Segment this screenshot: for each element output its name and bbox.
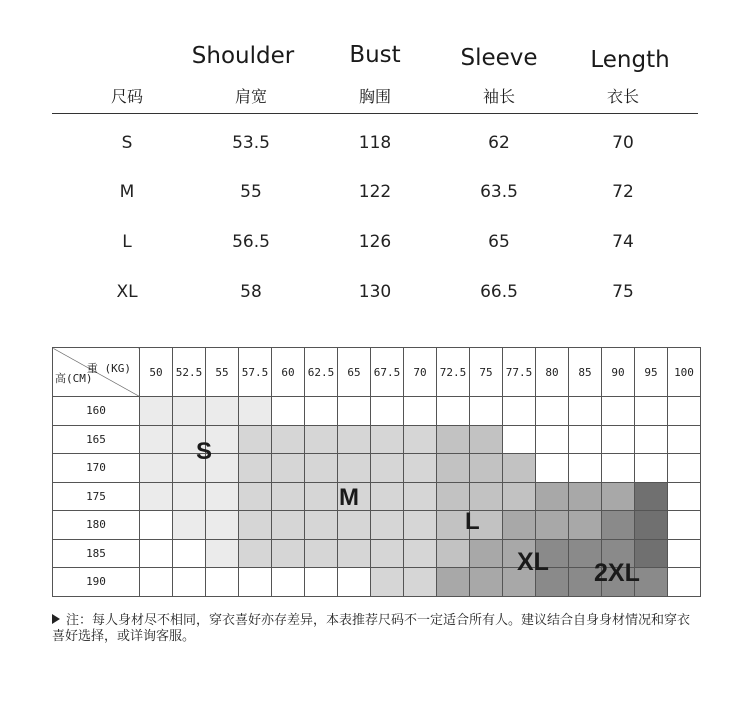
chart-cell — [140, 482, 173, 511]
sleeve-cell: 65 — [488, 232, 510, 252]
header-bust-en: Bust — [349, 42, 401, 68]
chart-cell — [404, 397, 437, 426]
note-text: 注：每人身材尽不相同，穿衣喜好亦存差异，本表推荐尺码不一定适合所有人。建议结合自身身材情况和穿衣喜好选择，或详询客服。 — [52, 613, 691, 644]
shoulder-cell: 55 — [240, 182, 262, 202]
size-zone-label-xl: XL — [517, 548, 549, 576]
chart-cell — [305, 568, 338, 597]
chart-cell — [272, 568, 305, 597]
weight-header-cell: 75 — [470, 348, 503, 397]
chart-cell — [503, 397, 536, 426]
chart-cell — [437, 397, 470, 426]
chart-cell — [239, 511, 272, 540]
chart-cell — [173, 568, 206, 597]
chart-cell — [437, 482, 470, 511]
bust-cell: 126 — [358, 232, 392, 252]
chart-cell — [668, 425, 701, 454]
chart-cell — [635, 511, 668, 540]
shoulder-cell: 58 — [240, 282, 262, 302]
height-header-cell: 170 — [53, 454, 140, 483]
weight-header-cell: 70 — [404, 348, 437, 397]
chart-cell — [305, 454, 338, 483]
chart-cell — [470, 425, 503, 454]
bust-cell: 118 — [358, 133, 392, 153]
weight-header-cell: 55 — [206, 348, 239, 397]
chart-cell — [371, 511, 404, 540]
chart-cell — [404, 539, 437, 568]
chart-cell — [140, 397, 173, 426]
size-zone-label-2xl: 2XL — [594, 559, 640, 587]
height-header-cell: 190 — [53, 568, 140, 597]
header-bust-cn: 胸围 — [358, 87, 391, 106]
height-header-cell: 180 — [53, 511, 140, 540]
weight-header-cell: 95 — [635, 348, 668, 397]
chart-cell — [536, 482, 569, 511]
chart-cell — [338, 568, 371, 597]
chart-row — [53, 482, 701, 511]
chart-cell — [305, 482, 338, 511]
weight-header-cell: 85 — [569, 348, 602, 397]
chart-cell — [239, 482, 272, 511]
chart-cell — [470, 539, 503, 568]
chart-cell — [371, 539, 404, 568]
chart-cell — [503, 454, 536, 483]
chart-cell — [206, 511, 239, 540]
length-cell: 74 — [612, 232, 634, 252]
weight-header-cell: 80 — [536, 348, 569, 397]
chart-cell — [602, 397, 635, 426]
chart-cell — [338, 539, 371, 568]
chart-cell — [635, 454, 668, 483]
chart-cell — [272, 482, 305, 511]
chart-cell — [338, 511, 371, 540]
weight-header-cell: 65 — [338, 348, 371, 397]
chart-cell — [437, 539, 470, 568]
weight-header-cell: 62.5 — [305, 348, 338, 397]
header-divider — [52, 113, 698, 114]
chart-row — [53, 397, 701, 426]
chart-row — [53, 425, 701, 454]
chart-cell — [569, 511, 602, 540]
shoulder-cell: 56.5 — [232, 232, 270, 252]
chart-cell — [371, 397, 404, 426]
chart-cell — [239, 454, 272, 483]
chart-cell — [503, 511, 536, 540]
triangle-bullet-icon — [52, 614, 60, 624]
chart-cell — [371, 482, 404, 511]
chart-cell — [536, 454, 569, 483]
chart-cell — [470, 397, 503, 426]
chart-row — [53, 511, 701, 540]
chart-cell — [173, 397, 206, 426]
chart-cell — [140, 454, 173, 483]
chart-cell — [437, 454, 470, 483]
weight-header-cell: 72.5 — [437, 348, 470, 397]
sleeve-cell: 62 — [488, 133, 510, 153]
chart-cell — [338, 425, 371, 454]
chart-cell — [140, 511, 173, 540]
chart-cell — [404, 568, 437, 597]
chart-cell — [140, 568, 173, 597]
size-zone-label-l: L — [465, 508, 480, 535]
chart-cell — [173, 511, 206, 540]
header-length-en: Length — [590, 47, 670, 73]
chart-cell — [239, 397, 272, 426]
chart-cell — [272, 539, 305, 568]
size-cell: M — [119, 182, 135, 202]
height-header-cell: 175 — [53, 482, 140, 511]
chart-cell — [569, 397, 602, 426]
chart-cell — [470, 568, 503, 597]
chart-cell — [668, 511, 701, 540]
chart-cell — [569, 482, 602, 511]
chart-cell — [602, 425, 635, 454]
chart-cell — [272, 454, 305, 483]
chart-cell — [635, 425, 668, 454]
chart-cell — [272, 397, 305, 426]
chart-cell — [404, 454, 437, 483]
length-cell: 75 — [612, 282, 634, 302]
chart-cell — [503, 482, 536, 511]
chart-cell — [470, 482, 503, 511]
bust-cell: 122 — [358, 182, 392, 202]
chart-cell — [602, 482, 635, 511]
sleeve-cell: 66.5 — [480, 282, 518, 302]
chart-cell — [668, 482, 701, 511]
weight-header-cell: 60 — [272, 348, 305, 397]
chart-cell — [206, 482, 239, 511]
weight-axis-label: 重 (KG) — [86, 362, 131, 375]
chart-cell — [668, 454, 701, 483]
weight-header-cell: 77.5 — [503, 348, 536, 397]
weight-header-cell: 67.5 — [371, 348, 404, 397]
chart-cell — [206, 539, 239, 568]
chart-header-row — [53, 348, 701, 397]
chart-cell — [338, 454, 371, 483]
height-header-cell: 165 — [53, 425, 140, 454]
weight-header-cell: 90 — [602, 348, 635, 397]
weight-header-cell: 57.5 — [239, 348, 272, 397]
chart-cell — [668, 568, 701, 597]
size-cell: XL — [116, 282, 138, 302]
chart-cell — [305, 511, 338, 540]
weight-header-cell: 50 — [140, 348, 173, 397]
chart-cell — [569, 425, 602, 454]
header-shoulder-cn: 肩宽 — [234, 87, 267, 106]
chart-cell — [371, 568, 404, 597]
chart-cell — [371, 454, 404, 483]
chart-cell — [404, 482, 437, 511]
header-length-cn: 衣长 — [606, 87, 639, 106]
height-header-cell: 185 — [53, 539, 140, 568]
header-sleeve-en: Sleeve — [460, 45, 538, 71]
chart-cell — [305, 397, 338, 426]
chart-row — [53, 454, 701, 483]
chart-cell — [239, 568, 272, 597]
height-axis-label: 高(CM) — [55, 372, 93, 385]
size-cell: S — [121, 133, 133, 153]
chart-cell — [239, 425, 272, 454]
chart-cell — [338, 397, 371, 426]
chart-cell — [668, 397, 701, 426]
chart-cell — [470, 454, 503, 483]
chart-cell — [635, 397, 668, 426]
sleeve-cell: 63.5 — [480, 182, 518, 202]
length-cell: 72 — [612, 182, 634, 202]
chart-corner-cell — [53, 348, 140, 397]
header-size-cn: 尺码 — [110, 87, 143, 106]
length-cell: 70 — [612, 133, 634, 153]
chart-cell — [602, 511, 635, 540]
size-advice-note — [52, 613, 692, 645]
chart-cell — [536, 511, 569, 540]
chart-cell — [206, 568, 239, 597]
chart-cell — [437, 568, 470, 597]
chart-cell — [173, 539, 206, 568]
height-header-cell: 160 — [53, 397, 140, 426]
chart-cell — [404, 425, 437, 454]
size-cell: L — [122, 232, 132, 252]
chart-cell — [404, 511, 437, 540]
chart-cell — [206, 397, 239, 426]
chart-cell — [305, 425, 338, 454]
chart-cell — [437, 425, 470, 454]
shoulder-cell: 53.5 — [232, 133, 270, 153]
size-zone-label-s: S — [196, 438, 213, 465]
size-zone-label-m: M — [339, 484, 359, 511]
weight-header-cell: 52.5 — [173, 348, 206, 397]
chart-cell — [272, 511, 305, 540]
chart-cell — [305, 539, 338, 568]
chart-cell — [239, 539, 272, 568]
chart-cell — [173, 482, 206, 511]
header-sleeve-cn: 袖长 — [482, 87, 515, 106]
header-shoulder-en: Shoulder — [191, 43, 295, 69]
chart-cell — [371, 425, 404, 454]
chart-cell — [536, 425, 569, 454]
bust-cell: 130 — [358, 282, 392, 302]
chart-cell — [272, 425, 305, 454]
chart-cell — [668, 539, 701, 568]
chart-cell — [635, 482, 668, 511]
chart-cell — [602, 454, 635, 483]
chart-cell — [536, 397, 569, 426]
chart-cell — [140, 425, 173, 454]
chart-cell — [503, 425, 536, 454]
chart-cell — [569, 454, 602, 483]
weight-header-cell: 100 — [668, 348, 701, 397]
chart-cell — [140, 539, 173, 568]
